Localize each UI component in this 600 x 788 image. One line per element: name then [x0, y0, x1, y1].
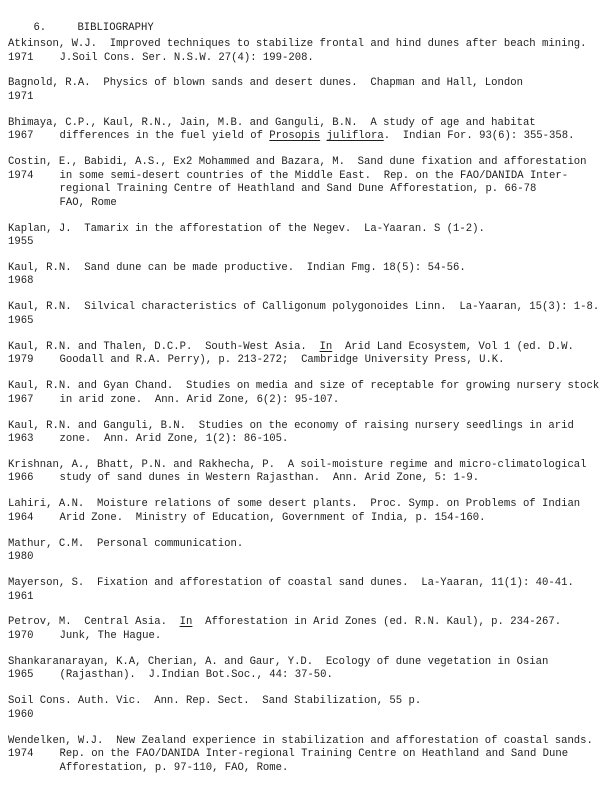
- text-segment: Kaul, R.N. and Gyan Chand. Studies on media and size of receptable for growing nursery stock: [8, 380, 600, 393]
- entry-continuation-line: [8, 197, 598, 211]
- entry-continuation-line: [8, 433, 598, 447]
- underlined-text: In: [179, 616, 193, 629]
- bibliography-entry: [8, 301, 598, 328]
- text-segment: Afforestation, p. 97-110, FAO, Rome.: [59, 761, 289, 774]
- text-segment: Kaplan, J. Tamarix in the afforestation of the Negev. La-Yaaran. S (1-2).: [8, 222, 485, 235]
- entry-year: 1966: [8, 472, 34, 485]
- entry-continuation-line: [8, 748, 598, 762]
- text-segment: Bagnold, R.A. Physics of blown sands and desert dunes. Chapman and Hall, London: [8, 77, 523, 90]
- entry-continuation-line: [8, 91, 598, 105]
- text-segment: Rep. on the FAO/DANIDA Inter-regional Training Centre on Heathland and Sand Dune: [59, 748, 569, 761]
- entry-year: 1970: [8, 629, 34, 642]
- underlined-text: juliflora: [326, 130, 384, 143]
- entry-first-line: [8, 695, 598, 709]
- entry-year: 1968: [8, 275, 34, 288]
- bibliography-entry: [8, 156, 598, 210]
- text-segment: Arid Zone. Ministry of Education, Government of India, p. 154-160.: [59, 511, 486, 524]
- text-segment: Goodall and R.A. Perry), p. 213-272; Cambridge University Press, U.K.: [59, 354, 505, 367]
- text-segment: Mathur, C.M. Personal communication.: [8, 537, 244, 550]
- text-segment: . Indian For. 93(6): 355-358.: [383, 130, 575, 143]
- entry-year: 1980: [8, 551, 34, 564]
- entry-first-line: [8, 380, 598, 394]
- entry-first-line: [8, 301, 598, 315]
- text-segment: Afforestation in Arid Zones (ed. R.N. Kaul), p. 234-267.: [192, 616, 562, 629]
- bibliography-entry: [8, 420, 598, 447]
- entry-year: 1979: [8, 354, 34, 367]
- text-segment: differences in the fuel yield of: [59, 130, 270, 143]
- entry-year: 1965: [8, 669, 34, 682]
- bibliography-entry: [8, 538, 598, 565]
- text-segment: (Rajasthan). J.Indian Bot.Soc., 44: 37-50.: [59, 669, 333, 682]
- entry-first-line: [8, 223, 598, 237]
- entry-continuation-line: [8, 709, 598, 723]
- entry-continuation-line: [8, 183, 598, 197]
- entry-year: 1955: [8, 236, 34, 249]
- entry-year: 1961: [8, 590, 34, 603]
- text-segment: Mayerson, S. Fixation and afforestation of coastal sand dunes. La-Yaaran, 11(1): 40-41.: [8, 577, 574, 590]
- bibliography-entry: [8, 223, 598, 250]
- document-page: [8, 7, 598, 788]
- text-segment: Lahiri, A.N. Moisture relations of some desert plants. Proc. Symp. on Problems of Indian: [8, 498, 581, 511]
- entry-first-line: [8, 577, 598, 591]
- text-segment: Junk, The Hague.: [59, 629, 162, 642]
- entry-first-line: [8, 341, 598, 355]
- entry-first-line: [8, 156, 598, 170]
- entry-continuation-line: [8, 630, 598, 644]
- text-segment: Petrov, M. Central Asia.: [8, 616, 180, 629]
- entry-continuation-line: [8, 52, 598, 66]
- bibliography-entry: [8, 695, 598, 722]
- bibliography-entry: [8, 380, 598, 407]
- bibliography-entry: [8, 38, 598, 65]
- text-segment: regional Training Centre of Heathland and Sand Dune Afforestation, p. 66-78: [59, 183, 537, 196]
- entry-year: 1971: [8, 51, 34, 64]
- section-title: BIBLIOGRAPHY: [77, 22, 154, 34]
- bibliography-entry: [8, 341, 598, 368]
- bibliography-entry: [8, 262, 598, 289]
- text-segment: in some semi-desert countries of the Middle East. Rep. on the FAO/DANIDA Inter-: [59, 169, 569, 182]
- entry-year: 1964: [8, 511, 34, 524]
- bibliography-entry: [8, 656, 598, 683]
- entry-first-line: [8, 262, 598, 276]
- bibliography-entry: [8, 735, 598, 776]
- underlined-text: In: [319, 340, 333, 353]
- text-segment: J.Soil Cons. Ser. N.S.W. 27(4): 199-208.: [59, 51, 314, 64]
- text-segment: Atkinson, W.J. Improved techniques to stabilize frontal and hind dunes after beach mining.: [8, 38, 587, 50]
- entry-year: 1974: [8, 169, 34, 182]
- entry-continuation-line: [8, 591, 598, 605]
- entry-first-line: [8, 77, 598, 91]
- entry-continuation-line: [8, 130, 598, 144]
- entry-continuation-line: [8, 394, 598, 408]
- bibliography-entry: [8, 616, 598, 643]
- section-heading: [8, 7, 598, 34]
- text-segment: study of sand dunes in Western Rajasthan. Ann. Arid Zone, 5: 1-9.: [59, 472, 480, 485]
- text-segment: Soil Cons. Auth. Vic. Ann. Rep. Sect. Sand Stabilization, 55 p.: [8, 695, 422, 708]
- entry-year: 1963: [8, 433, 34, 446]
- entry-first-line: [8, 616, 598, 630]
- text-segment: Wendelken, W.J. New Zealand experience in stabilization and afforestation of coastal sands.: [8, 734, 593, 747]
- text-segment: Kaul, R.N. Silvical characteristics of Calligonum polygonoides Linn. La-Yaaran, 15(3): 1-8.: [8, 301, 600, 314]
- bibliography-entry: [8, 577, 598, 604]
- text-segment: Bhimaya, C.P., Kaul, R.N., Jain, M.B. and Ganguli, B.N. A study of age and habitat: [8, 116, 536, 129]
- entry-year: 1967: [8, 393, 34, 406]
- text-segment: Shankaranarayan, K.A, Cherian, A. and Gaur, Y.D. Ecology of dune vegetation in Osian: [8, 655, 549, 668]
- section-number: 6.: [33, 22, 47, 34]
- entry-continuation-line: [8, 275, 598, 289]
- entry-first-line: [8, 538, 598, 552]
- entry-continuation-line: [8, 551, 598, 565]
- bibliography-entry: [8, 498, 598, 525]
- entry-continuation-line: [8, 762, 598, 776]
- entry-first-line: [8, 735, 598, 749]
- entry-continuation-line: [8, 472, 598, 486]
- entry-first-line: [8, 656, 598, 670]
- text-segment: FAO, Rome: [59, 196, 117, 209]
- text-segment: Kaul, R.N. and Ganguli, B.N. Studies on the economy of raising nursery seedlings in arid: [8, 419, 574, 432]
- entry-continuation-line: [8, 315, 598, 329]
- bibliography-entry: [8, 77, 598, 104]
- entry-first-line: [8, 420, 598, 434]
- entry-continuation-line: [8, 236, 598, 250]
- entry-first-line: [8, 117, 598, 131]
- bibliography-entry: [8, 459, 598, 486]
- text-segment: Arid Land Ecosystem, Vol 1 (ed. D.W.: [332, 340, 574, 353]
- entry-year: 1967: [8, 130, 34, 143]
- text-segment: Krishnan, A., Bhatt, P.N. and Rakhecha, P. A soil-moisture regime and micro-climatological: [8, 458, 587, 471]
- text-segment: Kaul, R.N. Sand dune can be made productive. Indian Fmg. 18(5): 54-56.: [8, 261, 466, 274]
- bibliography-entry: [8, 117, 598, 144]
- text-segment: in arid zone. Ann. Arid Zone, 6(2): 95-107.: [59, 393, 340, 406]
- bibliography-list: [8, 38, 598, 775]
- text-segment: Costin, E., Babidi, A.S., Ex2 Mohammed and Bazara, M. Sand dune fixation and afforestation: [8, 156, 587, 169]
- entry-continuation-line: [8, 354, 598, 368]
- text-segment: zone. Ann. Arid Zone, 1(2): 86-105.: [59, 433, 289, 446]
- entry-continuation-line: [8, 170, 598, 184]
- entry-continuation-line: [8, 512, 598, 526]
- entry-year: 1965: [8, 314, 34, 327]
- entry-year: 1974: [8, 748, 34, 761]
- entry-first-line: [8, 459, 598, 473]
- entry-first-line: [8, 498, 598, 512]
- entry-first-line: [8, 38, 598, 52]
- underlined-text: Prosopis: [269, 130, 321, 143]
- entry-year: 1960: [8, 708, 34, 721]
- text-segment: Kaul, R.N. and Thalen, D.C.P. South-West Asia.: [8, 340, 320, 353]
- entry-continuation-line: [8, 669, 598, 683]
- entry-year: 1971: [8, 90, 34, 103]
